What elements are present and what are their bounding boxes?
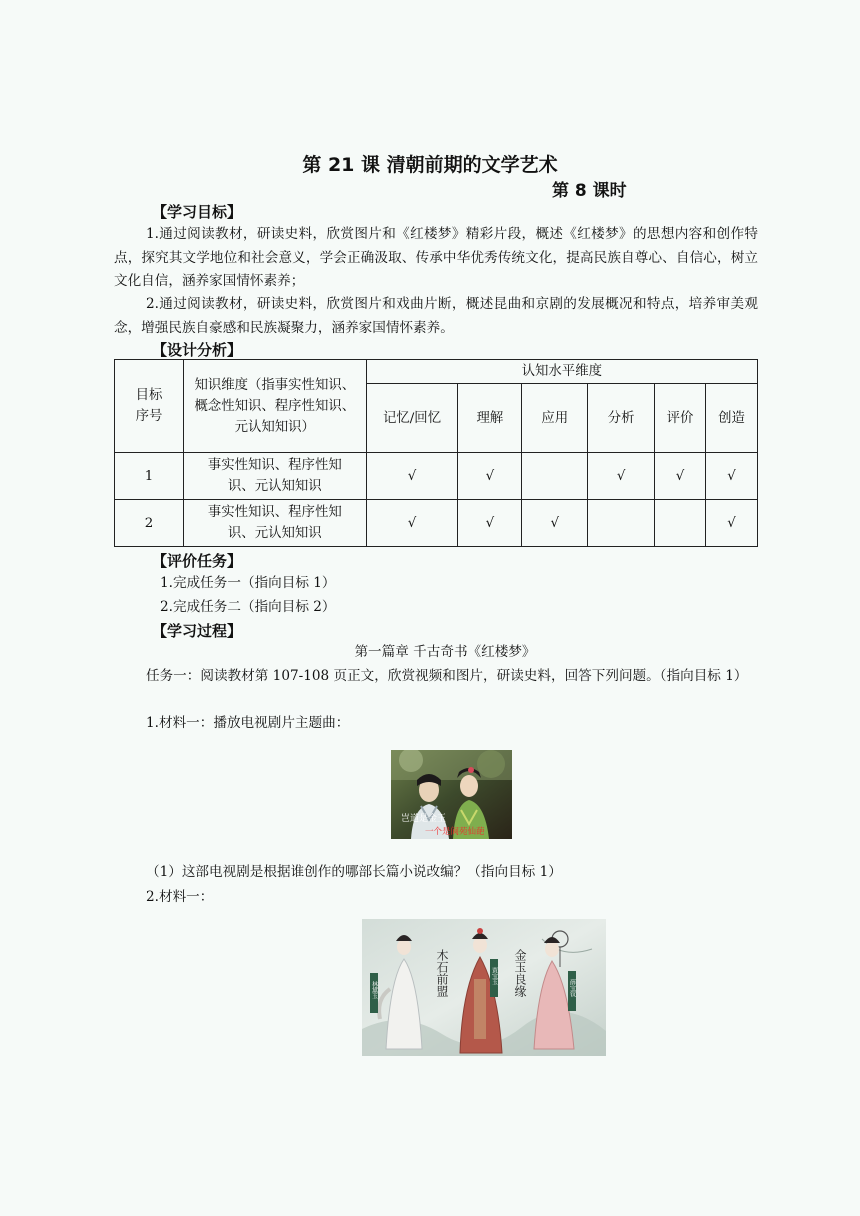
process-heading: 【学习过程】 bbox=[152, 622, 243, 640]
design-heading: 【设计分析】 bbox=[152, 341, 243, 359]
check-cell: √ bbox=[458, 500, 522, 547]
evaluation-item-1: 1.完成任务一（指向目标 1） bbox=[160, 575, 336, 591]
level-header: 评价 bbox=[655, 384, 706, 453]
lesson-period: 第 8 课时 bbox=[552, 181, 627, 201]
goal-id: 2 bbox=[115, 500, 184, 547]
check-cell: √ bbox=[706, 500, 758, 547]
label-daiyu: 林黛玉 bbox=[370, 981, 378, 999]
objectives-heading: 【学习目标】 bbox=[152, 203, 243, 221]
tv-drama-still-image bbox=[391, 750, 512, 839]
check-cell: √ bbox=[366, 500, 458, 547]
material-one: 1.材料一：播放电视剧片主题曲： bbox=[146, 715, 350, 731]
calligraphy-2: 金玉良缘 bbox=[513, 949, 527, 997]
objective-2: 2.通过阅读教材，研读史料，欣赏图片和戏曲片断，概述昆曲和京剧的发展概况和特点，培养审美观念，增强民族自豪感和民族凝聚力，涵养家国情怀素养。 bbox=[114, 296, 758, 336]
evaluation-item-2: 2.完成任务二（指向目标 2） bbox=[160, 599, 336, 615]
still-caption-1: 岂道是金玉 bbox=[401, 814, 447, 824]
three-characters-painting-image bbox=[362, 919, 606, 1056]
table-row bbox=[115, 453, 758, 500]
table-row bbox=[115, 500, 758, 547]
material-two: 2.材料一： bbox=[146, 889, 214, 905]
goal-header: 目标序号 bbox=[115, 360, 184, 453]
level-header: 理解 bbox=[458, 384, 522, 453]
knowledge-cell: 事实性知识、程序性知识、元认知知识 bbox=[183, 453, 366, 500]
check-cell bbox=[655, 500, 706, 547]
check-cell: √ bbox=[366, 453, 458, 500]
check-cell bbox=[522, 453, 588, 500]
check-cell: √ bbox=[458, 453, 522, 500]
question-1: （1）这部电视剧是根据谁创作的哪部长篇小说改编？（指向目标 1） bbox=[146, 864, 562, 880]
cognitive-header: 认知水平维度 bbox=[366, 360, 757, 384]
check-cell: √ bbox=[706, 453, 758, 500]
label-baochai: 薛宝钗 bbox=[568, 979, 576, 997]
level-header: 记忆/回忆 bbox=[366, 384, 458, 453]
check-cell bbox=[588, 500, 655, 547]
level-header: 分析 bbox=[588, 384, 655, 453]
check-cell: √ bbox=[655, 453, 706, 500]
level-header: 创造 bbox=[706, 384, 758, 453]
label-baoyu: 贾宝玉 bbox=[490, 967, 498, 985]
level-header: 应用 bbox=[522, 384, 588, 453]
check-cell: √ bbox=[522, 500, 588, 547]
knowledge-header: 知识维度（指事实性知识、概念性知识、程序性知识、元认知知识） bbox=[183, 360, 366, 453]
goal-id: 1 bbox=[115, 453, 184, 500]
evaluation-heading: 【评价任务】 bbox=[152, 552, 243, 570]
check-cell: √ bbox=[588, 453, 655, 500]
lesson-title: 第 21 课 清朝前期的文学艺术 bbox=[302, 154, 558, 176]
knowledge-cell: 事实性知识、程序性知识、元认知知识 bbox=[183, 500, 366, 547]
chapter-title: 第一篇章 千古奇书《红楼梦》 bbox=[354, 644, 536, 660]
objective-1: 1.通过阅读教材，研读史料，欣赏图片和《红楼梦》精彩片段，概述《红楼梦》的思想内容和创作特点，探究其文学地位和社会意义，学会正确汲取、传承中华优秀传统文化，提高民族自尊心、自信心，树立文化自信，涵养家国情怀素养； bbox=[114, 226, 758, 289]
calligraphy-1: 木石前盟 bbox=[435, 949, 449, 997]
design-table bbox=[114, 359, 758, 547]
task-one: 任务一：阅读教材第 107-108 页正文，欣赏视频和图片，研读史料，回答下列问题。（指向目标 1） bbox=[146, 668, 748, 684]
still-caption-2: 一个是阆苑仙葩 bbox=[425, 827, 485, 837]
